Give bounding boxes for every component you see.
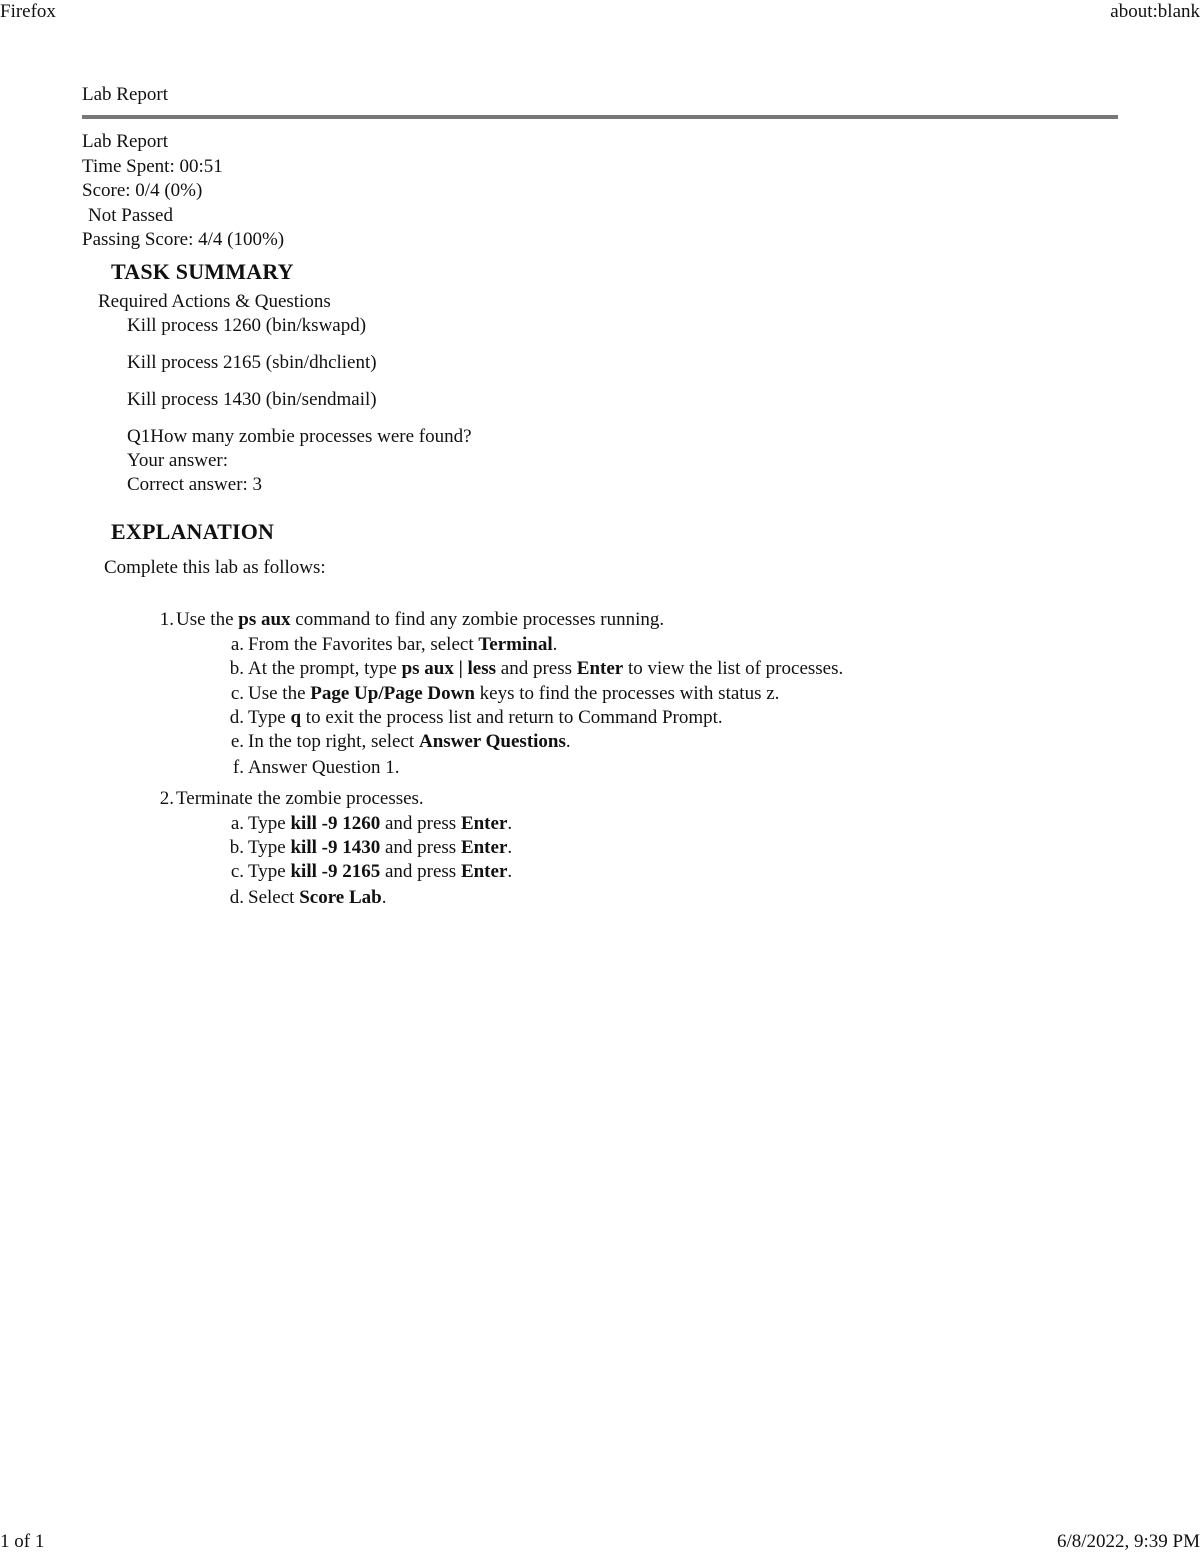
substep-letter: d. — [229, 887, 244, 908]
substep-letter: d. — [229, 707, 244, 728]
status-badge: Not Passed — [88, 204, 173, 226]
your-answer: Your answer: — [127, 450, 228, 471]
substep-text: Type kill -9 1430 and press Enter. — [248, 837, 513, 858]
question-text: Q1How many zombie processes were found? — [127, 426, 472, 447]
correct-answer: Correct answer: 3 — [127, 474, 263, 495]
title-divider — [82, 115, 1118, 119]
score: Score: 0/4 (0%) — [82, 180, 203, 201]
question-block — [127, 425, 472, 497]
task-item: Kill process 1430 (bin/sendmail) — [127, 389, 377, 410]
report-summary — [82, 130, 284, 253]
step-text: Terminate the zombie processes. — [176, 788, 424, 809]
print-header-browser: Firefox — [0, 1, 56, 22]
explanation-intro: Complete this lab as follows: — [104, 557, 326, 578]
substep-letter: f. — [232, 757, 244, 778]
substep-text: Type kill -9 1260 and press Enter. — [248, 813, 513, 834]
substep-text: In the top right, select Answer Questions. — [248, 731, 571, 752]
task-summary-heading: TASK SUMMARY — [111, 259, 294, 284]
page-title: Lab Report — [82, 84, 169, 105]
step-number: 1. — [159, 609, 174, 630]
task-item: Kill process 2165 (sbin/dhclient) — [127, 352, 377, 373]
substep-text: From the Favorites bar, select Terminal. — [248, 634, 558, 655]
passing-score: Passing Score: 4/4 (100%) — [82, 229, 285, 250]
substep-text: Select Score Lab. — [248, 887, 387, 908]
substep-letter: c. — [230, 683, 244, 704]
print-footer-timestamp: 6/8/2022, 9:39 PM — [1056, 1531, 1200, 1552]
substep-letter: c. — [230, 861, 244, 882]
substep-text: Use the Page Up/Page Down keys to find the processes with status z. — [248, 683, 780, 704]
task-item: Kill process 1260 (bin/kswapd) — [127, 315, 367, 336]
substep-text: Type q to exit the process list and return to Command Prompt. — [248, 707, 723, 728]
step-number: 2. — [159, 788, 174, 809]
print-header-url: about:blank — [1110, 1, 1200, 22]
substep-letter: b. — [229, 658, 244, 679]
substep-text: At the prompt, type ps aux | less and press Enter to view the list of processes. — [248, 658, 844, 679]
time-spent: Time Spent: 00:51 — [82, 155, 223, 177]
print-footer-page-count: 1 of 1 — [0, 1531, 45, 1552]
summary-heading: Lab Report — [82, 131, 169, 152]
substep-letter: b. — [229, 837, 244, 858]
required-actions-heading: Required Actions & Questions — [98, 291, 331, 312]
step-text: Use the ps aux command to find any zombie processes running. — [176, 609, 665, 630]
substep-text: Type kill -9 2165 and press Enter. — [248, 861, 513, 882]
substep-letter: a. — [230, 813, 244, 834]
substep-letter: e. — [230, 731, 244, 752]
substep-text: Answer Question 1. — [248, 757, 400, 778]
explanation-heading: EXPLANATION — [111, 519, 275, 544]
substep-letter: a. — [230, 634, 244, 655]
